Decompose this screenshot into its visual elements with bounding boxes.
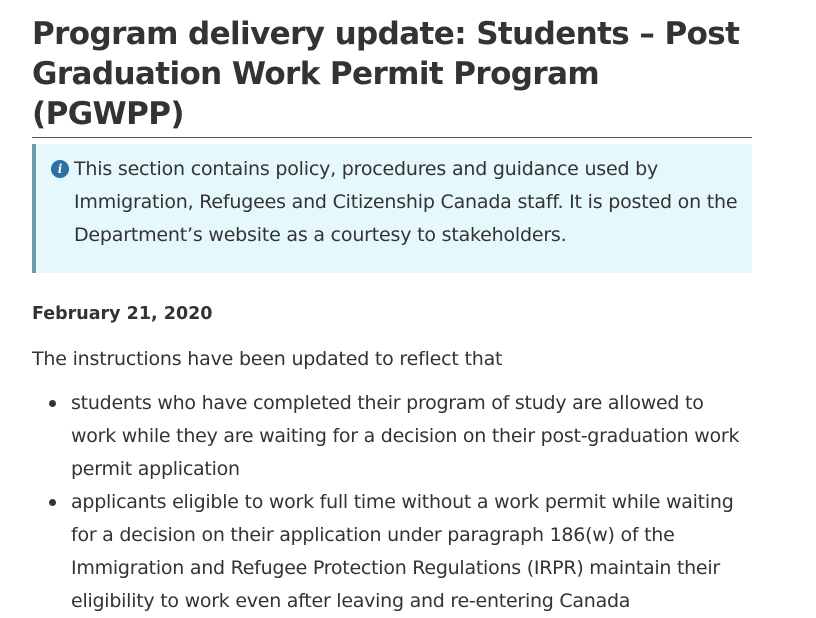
info-notice (32, 144, 752, 273)
info-icon: i (51, 160, 69, 178)
list-item-text: students who have completed their program of study are allowed to work while they are waiting for a decision on their post-graduation work permit application (71, 392, 740, 480)
list-item (32, 387, 752, 486)
update-intro: The instructions have been updated to reflect that (32, 348, 503, 370)
info-notice-text: This section contains policy, procedures and guidance used by Immigration, Refugees and Citizenship Canada staff. It is posted on the Department’s website as a courtesy to stakeholders. (74, 158, 738, 246)
page-title: Program delivery update: Students – Post Graduation Work Permit Program (PGWPP) (32, 14, 752, 138)
update-list (32, 387, 752, 618)
bullet-icon (49, 499, 56, 506)
bullet-icon (49, 400, 56, 407)
list-item-text: applicants eligible to work full time without a work permit while waiting for a decision on their application under paragraph 186(w) of the Immigration and Refugee Protection Regulations (IRPR) maintain their eligibility to work even after leaving and re-entering Canada (71, 491, 734, 612)
page-content (32, 14, 752, 618)
update-date: February 21, 2020 (32, 304, 213, 324)
list-item (32, 486, 752, 618)
